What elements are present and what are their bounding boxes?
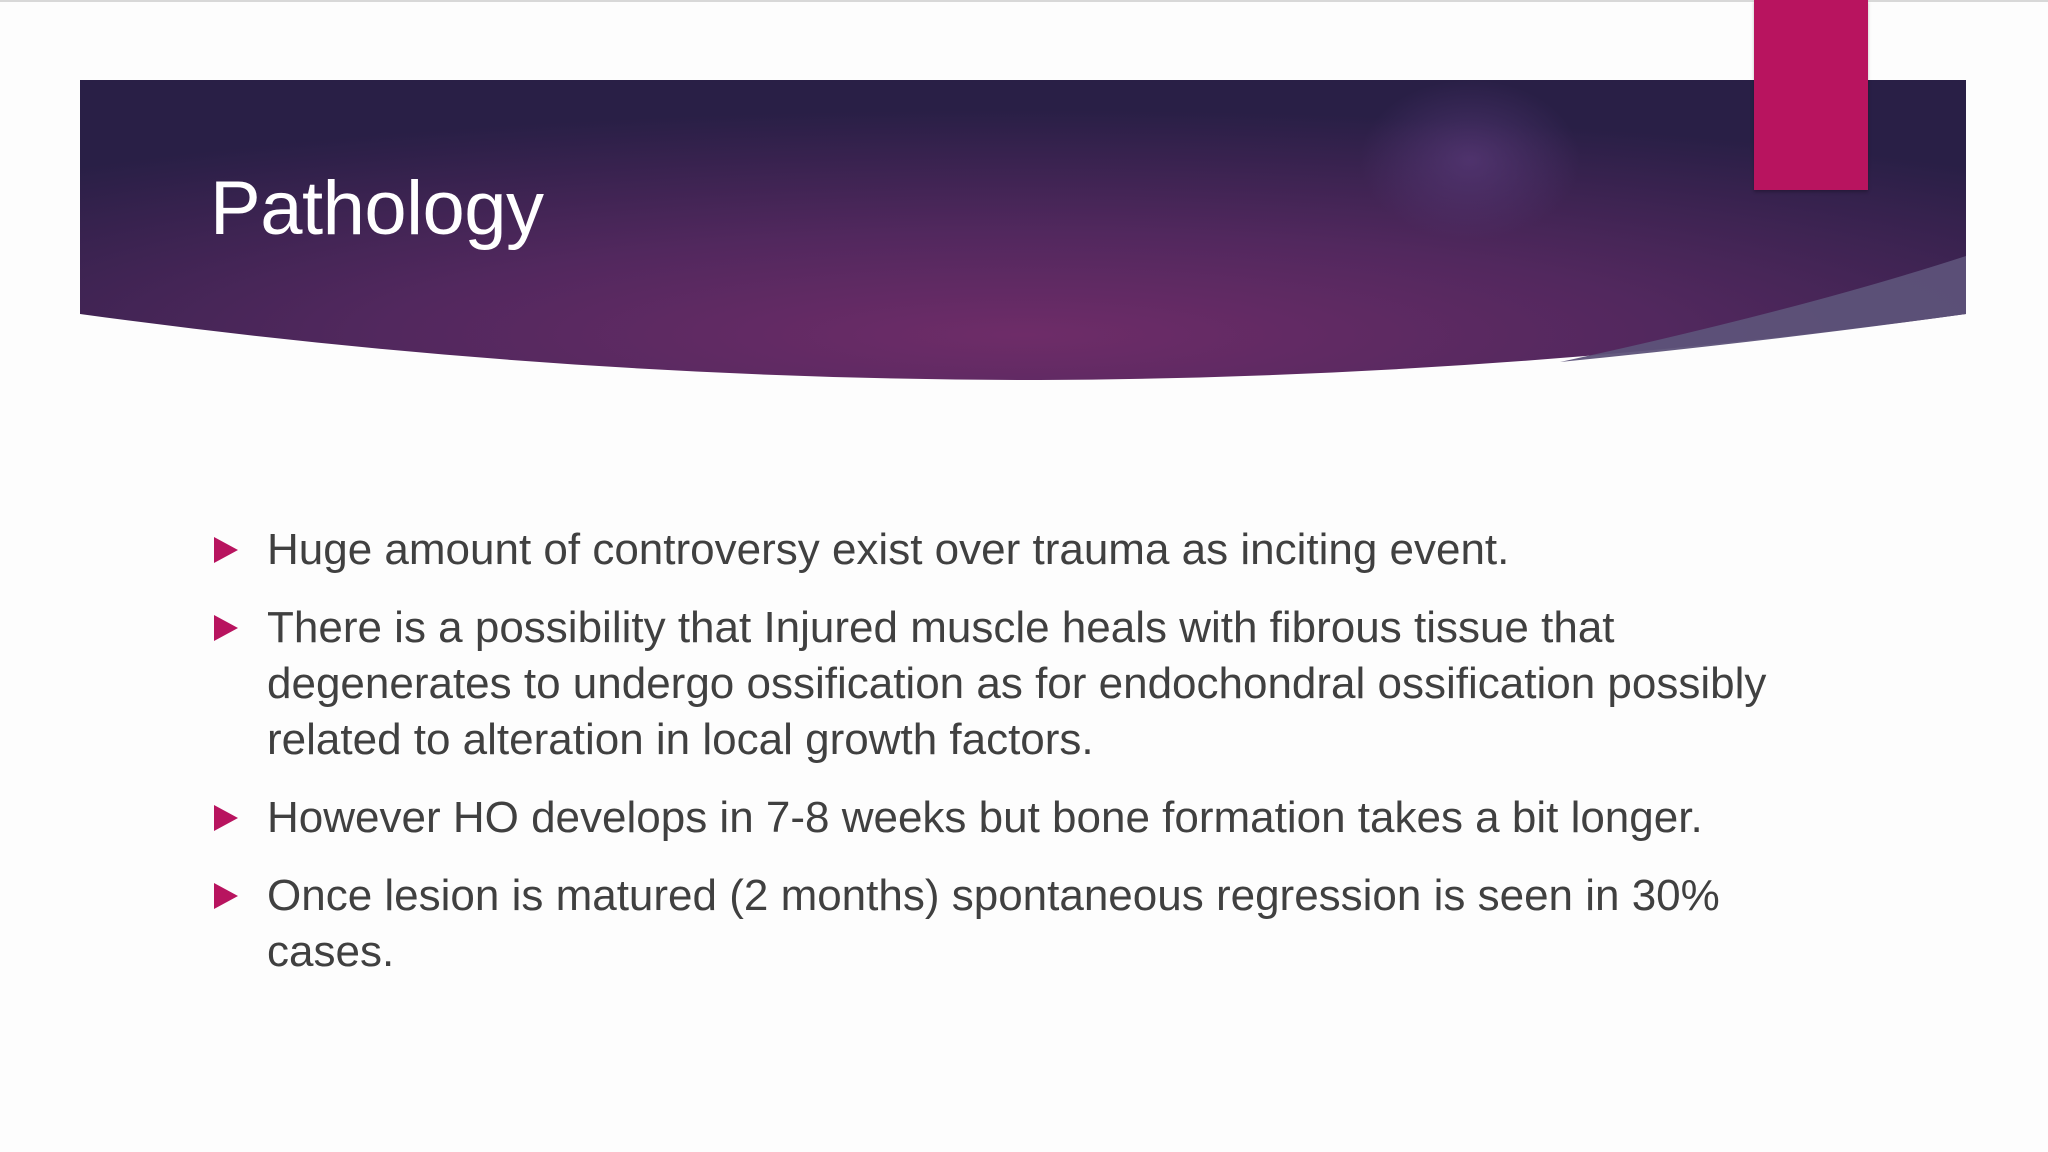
triangle-right-icon <box>214 615 238 641</box>
triangle-right-icon <box>214 805 238 831</box>
bullet-text: However HO develops in 7-8 weeks but bone formation takes a bit longer. <box>267 793 1703 842</box>
bullet-text: Huge amount of controversy exist over trauma as inciting event. <box>267 525 1510 574</box>
triangle-right-icon <box>214 537 238 563</box>
slide-title: Pathology <box>210 166 544 251</box>
bullet-item <box>210 790 1770 846</box>
bullet-item <box>210 522 1770 578</box>
bullet-item <box>210 868 1770 980</box>
bullet-text: There is a possibility that Injured muscle heals with fibrous tissue that degenerates to undergo ossification as for endochondral ossification possibly related to alteration in local growth factors. <box>267 603 1767 764</box>
accent-tab <box>1754 0 1868 190</box>
bullet-item <box>210 600 1770 768</box>
triangle-right-icon <box>214 883 238 909</box>
bullet-text: Once lesion is matured (2 months) spontaneous regression is seen in 30% cases. <box>267 871 1720 976</box>
bullet-list <box>210 522 1770 1002</box>
